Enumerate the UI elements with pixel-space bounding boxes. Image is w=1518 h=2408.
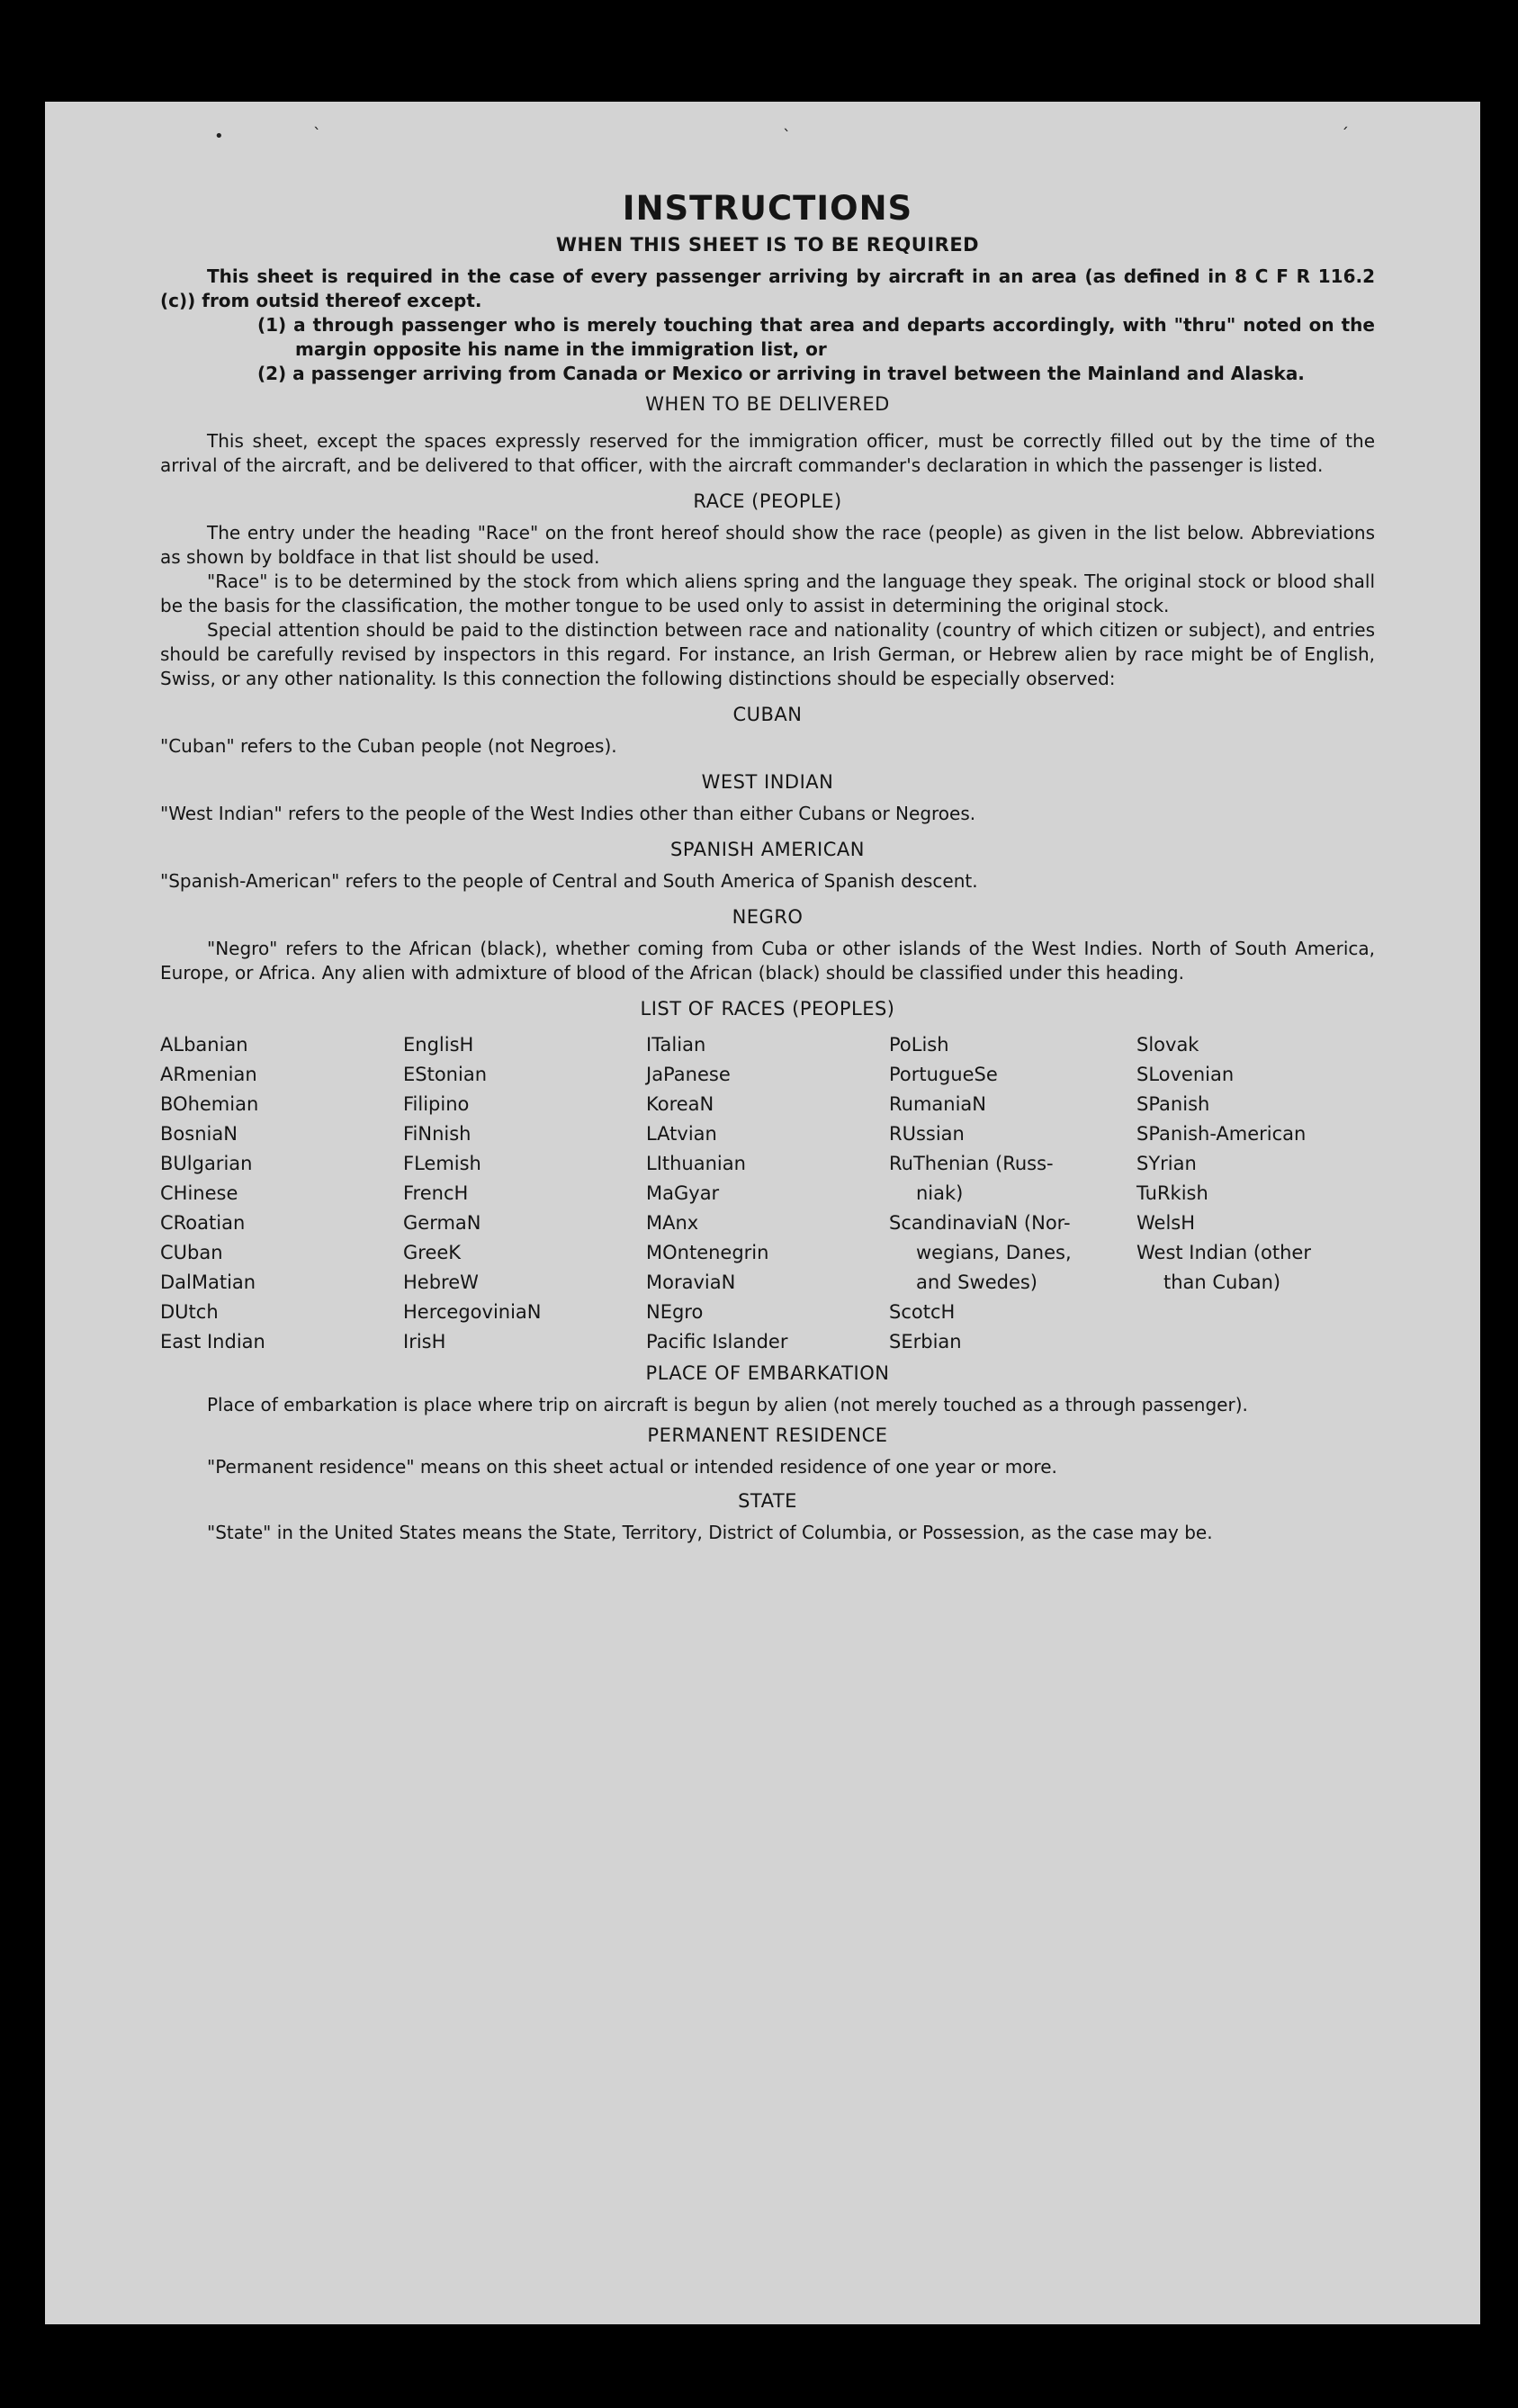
race-entry: EStonian <box>403 1064 488 1085</box>
race-entry: DUtch <box>160 1301 219 1323</box>
race-entry: SPanish-American <box>1136 1123 1307 1145</box>
race-entry: HebreW <box>403 1271 479 1293</box>
race-paragraph-1: The entry under the heading "Race" on the front hereof should show the race (people) as given in the list below. Abbreviations as shown by boldface in that list should be used. <box>160 522 1375 568</box>
races-table <box>160 1030 1375 1357</box>
west-indian-heading: WEST INDIAN <box>701 771 834 793</box>
race-entry: RUssian <box>889 1123 965 1145</box>
spanish-american-paragraph: "Spanish-American" refers to the people of Central and South America of Spanish descent. <box>160 870 978 892</box>
race-entry: CUban <box>160 1242 223 1263</box>
race-entry: BUlgarian <box>160 1153 253 1174</box>
state-heading: STATE <box>738 1490 797 1512</box>
race-entry: SPanish <box>1136 1093 1210 1115</box>
race-entry: WelsH <box>1136 1212 1196 1234</box>
race-entry: IrisH <box>403 1331 446 1352</box>
exception-1: (1) a through passenger who is merely touching that area and departs accordingly, with "thru" noted on the margin opposite his name in the immigration list, or <box>257 314 1375 360</box>
race-entry: RuThenian (Russ- <box>889 1153 1054 1174</box>
race-entry: ScotcH <box>889 1301 956 1323</box>
race-entry-continued: wegians, Danes, <box>916 1242 1072 1263</box>
exception-2: (2) a passenger arriving from Canada or Mexico or arriving in travel between the Mainland and Alaska. <box>257 363 1305 384</box>
races-column-2 <box>403 1030 646 1357</box>
race-entry: MoraviaN <box>646 1271 736 1293</box>
race-entry: HercegoviniaN <box>403 1301 542 1323</box>
intro-paragraph: This sheet is required in the case of every passenger arriving by aircraft in an area (as defined in 8 C F R 116.2 (c)) from outsid thereof except. <box>160 265 1375 311</box>
race-heading: RACE (PEOPLE) <box>693 490 842 512</box>
race-entry: East Indian <box>160 1331 265 1352</box>
race-entry: SYrian <box>1136 1153 1197 1174</box>
race-entry: TuRkish <box>1136 1182 1208 1204</box>
race-entry: ALbanian <box>160 1034 248 1056</box>
race-entry: KoreaN <box>646 1093 714 1115</box>
scan-speck: ˋ <box>783 127 791 146</box>
race-entry: MaGyar <box>646 1182 720 1204</box>
race-entry: CHinese <box>160 1182 238 1204</box>
required-heading: WHEN THIS SHEET IS TO BE REQUIRED <box>555 234 980 256</box>
race-entry: CRoatian <box>160 1212 246 1234</box>
race-paragraph-3: Special attention should be paid to the distinction between race and nationality (country of which citizen or subject), and entries should be carefully revised by inspectors in this regard. For instance, an Irish German, or Hebrew alien by race might be of English, Swiss, or any other nationality. Is this connection the following distinctions should be especially observed: <box>160 619 1375 689</box>
negro-heading: NEGRO <box>732 906 804 928</box>
race-entry: SLovenian <box>1136 1064 1235 1085</box>
race-entry: RumaniaN <box>889 1093 987 1115</box>
race-entry: Filipino <box>403 1093 470 1115</box>
race-entry: MOntenegrin <box>646 1242 769 1263</box>
race-entry: MAnx <box>646 1212 699 1234</box>
race-entry: EnglisH <box>403 1034 474 1056</box>
race-entry: PortugueSe <box>889 1064 998 1085</box>
race-entry: DalMatian <box>160 1271 256 1293</box>
document-page <box>45 102 1480 2324</box>
race-entry-continued: than Cuban) <box>1163 1271 1281 1293</box>
race-entry-continued: niak) <box>916 1182 964 1204</box>
races-column-1 <box>160 1030 403 1357</box>
west-indian-paragraph: "West Indian" refers to the people of the West Indies other than either Cubans or Negroes. <box>160 803 976 824</box>
negro-paragraph: "Negro" refers to the African (black), whether coming from Cuba or other islands of the West Indies. North of South America, Europe, or Africa. Any alien with admixture of blood of the African (black) should be classified under this heading. <box>160 938 1375 984</box>
race-entry: JaPanese <box>646 1064 731 1085</box>
cuban-paragraph: "Cuban" refers to the Cuban people (not Negroes). <box>160 735 617 757</box>
race-entry: NEgro <box>646 1301 704 1323</box>
race-entry: ScandinaviaN (Nor- <box>889 1212 1071 1234</box>
cuban-heading: CUBAN <box>732 704 803 725</box>
race-entry: FrencH <box>403 1182 469 1204</box>
delivery-paragraph: This sheet, except the spaces expressly reserved for the immigration officer, must be correctly filled out by the time of the arrival of the aircraft, and be delivered to that officer, with the aircraft commander's declaration in which the passenger is listed. <box>160 430 1375 476</box>
embarkation-heading: PLACE OF EMBARKATION <box>645 1362 890 1384</box>
race-entry: West Indian (other <box>1136 1242 1311 1263</box>
scan-speck: • <box>214 127 224 146</box>
residence-paragraph: "Permanent residence" means on this sheet actual or intended residence of one year or more. <box>207 1456 1057 1478</box>
race-entry: BOhemian <box>160 1093 259 1115</box>
race-entry: GermaN <box>403 1212 481 1234</box>
list-of-races-heading: LIST OF RACES (PEOPLES) <box>640 998 895 1020</box>
race-paragraph-2: "Race" is to be determined by the stock from which aliens spring and the language they speak. The original stock or blood shall be the basis for the classification, the mother tongue to be used only to assist in determining the original stock. <box>160 571 1375 616</box>
race-entry: ARmenian <box>160 1064 257 1085</box>
race-entry: SErbian <box>889 1331 962 1352</box>
race-entry: Slovak <box>1136 1034 1199 1056</box>
races-column-3 <box>646 1030 889 1357</box>
race-entry: GreeK <box>403 1242 462 1263</box>
scan-speck: ˊ <box>1341 125 1349 144</box>
spanish-american-heading: SPANISH AMERICAN <box>670 839 865 860</box>
race-entry-continued: and Swedes) <box>916 1271 1037 1293</box>
race-entry: LIthuanian <box>646 1153 746 1174</box>
page-title: INSTRUCTIONS <box>622 189 913 228</box>
state-paragraph: "State" in the United States means the State, Territory, District of Columbia, or Possession, as the case may be. <box>207 1522 1213 1543</box>
races-column-4 <box>889 1030 1136 1357</box>
race-entry: Pacific Islander <box>646 1331 788 1352</box>
race-entry: BosniaN <box>160 1123 238 1145</box>
instructions-document <box>160 189 1375 1545</box>
race-entry: ITalian <box>646 1034 706 1056</box>
race-entry: PoLish <box>889 1034 949 1056</box>
scan-speck: ˋ <box>313 125 321 144</box>
race-entry: FLemish <box>403 1153 481 1174</box>
race-entry: FiNnish <box>403 1123 472 1145</box>
races-column-5 <box>1136 1030 1375 1357</box>
residence-heading: PERMANENT RESIDENCE <box>647 1424 888 1446</box>
delivery-heading: WHEN TO BE DELIVERED <box>645 393 890 415</box>
embarkation-paragraph: Place of embarkation is place where trip on aircraft is begun by alien (not merely touched as a through passenger). <box>207 1394 1248 1415</box>
race-entry: LAtvian <box>646 1123 717 1145</box>
